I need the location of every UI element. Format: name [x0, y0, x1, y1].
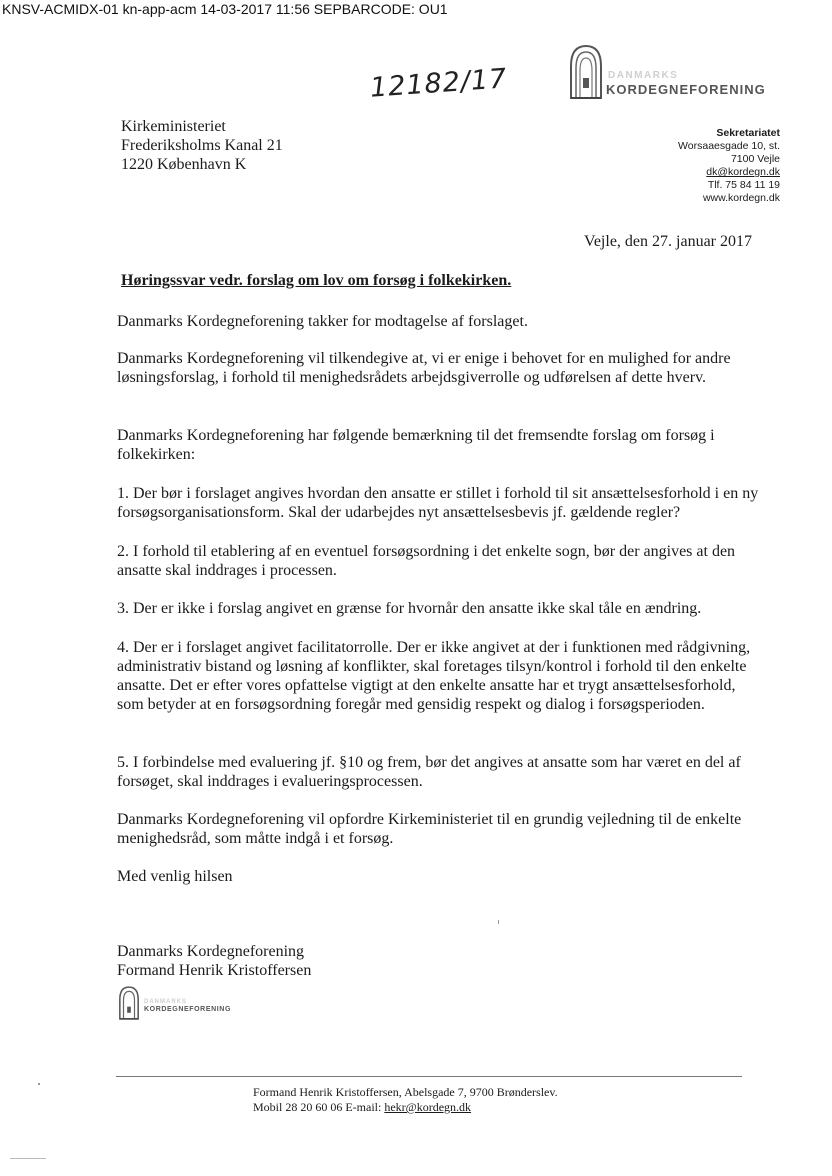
recipient-street: Frederiksholms Kanal 21: [121, 137, 283, 154]
paragraph-point-2: 2. I forhold til etablering af en eventuel forsøgsordning i det enkelte sogn, bør der angives at den ansatte skal inddrages i processen.: [117, 543, 736, 579]
letter-footer: [253, 1085, 558, 1115]
sender-city: 7100 Vejle: [730, 153, 780, 165]
paragraph-point-4: 4. Der er i forslaget angivet facilitatorrolle. Der er ikke angivet at der i funktionen med rådgivning, administrativ bistand og løsning af konflikter, skal foretages tilsyn/kontrol i forhold til den enkelte ansatte. Det er efter vores opfattelse vigtigt at den enkelte ansatte har et trygt ansættelsesforhold, som betyder at en forsøgsordning foregår med gensidig respekt og dialog i forsøgsperioden.: [117, 639, 751, 713]
scan-speck: [10, 1158, 46, 1159]
kordegneforening-logo: [568, 44, 788, 106]
church-arch-logo-icon: [568, 44, 604, 100]
church-arch-small-icon: [118, 985, 140, 1021]
recipient-city: 1220 København K: [121, 156, 247, 173]
letter-date: Vejle, den 27. januar 2017: [584, 233, 752, 250]
signature-chair: Formand Henrik Kristoffersen: [117, 962, 312, 979]
handwritten-reference-number: 12182/17: [369, 63, 509, 104]
recipient-address: [121, 117, 283, 174]
fax-transmission-header: KNSV-ACMIDX-01 kn-app-acm 14-03-2017 11:56 SEPBARCODE: OU1: [2, 1, 448, 17]
paragraph-point-3: 3. Der er ikke i forslag angivet en grænse for hvornår den ansatte ikke skal tåle en ændring.: [117, 600, 702, 617]
logo-text-danmarks: DANMARKS: [608, 70, 679, 81]
signature-logo-text-kordegneforening: KORDEGNEFORENING: [144, 1006, 231, 1013]
sender-phone: Tlf. 75 84 11 19: [707, 179, 780, 191]
sender-address: [678, 127, 780, 205]
letter-subject: Høringssvar vedr. forslag om lov om forsøg i folkekirken.: [121, 272, 512, 289]
sender-street: Worsaaesgade 10, st.: [678, 140, 780, 152]
sender-title: Sekretariatet: [716, 127, 780, 139]
sender-email-link[interactable]: dk@kordegn.dk: [706, 166, 780, 178]
paragraph-point-5: 5. I forbindelse med evaluering jf. §10 og frem, bør det angives at ansatte som har været en del af forsøget, skal inddrages i evalueringsprocessen.: [117, 754, 741, 790]
footer-email-link[interactable]: hekr@kordegn.dk: [384, 1100, 472, 1114]
sender-website-link[interactable]: www.kordegn.dk: [702, 192, 780, 204]
footer-address: Formand Henrik Kristoffersen, Abelsgade 7, 9700 Brønderslev.: [253, 1085, 558, 1099]
paragraph-point-1: 1. Der bør i forslaget angives hvordan den ansatte er stillet i forhold til sit ansættelsesforhold i en ny forsøgsorganisationsform. Skal der udarbejdes nyt ansættelsesbevis jf. gældende regler?: [117, 485, 759, 521]
signature-logo: [118, 985, 258, 1025]
scan-speck: [38, 1083, 40, 1085]
paragraph-recommendation: Danmarks Kordegneforening vil opfordre Kirkeministeriet til en grundig vejledning til de enkelte menighedsråd, som måtte indgå i et forsøg.: [117, 811, 742, 847]
recipient-name: Kirkeministeriet: [121, 118, 226, 135]
footer-phone: Mobil 28 20 60 06: [253, 1100, 343, 1114]
paragraph-thanks: Danmarks Kordegneforening takker for modtagelse af forslaget.: [117, 313, 528, 330]
footer-contact: [253, 1100, 558, 1115]
footer-divider: [116, 1076, 742, 1077]
signature-block: [117, 942, 311, 980]
paragraph-agreement: Danmarks Kordegneforening vil tilkendegive at, vi er enige i behovet for en mulighed for andre løsningsforslag, i forhold til menighedsrådets arbejdsgiverrolle og udførelsen af dette hverv.: [117, 350, 731, 386]
paragraph-remarks-intro: Danmarks Kordegneforening har følgende bemærkning til det fremsendte forslag om forsøg i folkekirken:: [117, 427, 715, 463]
scan-speck: [498, 920, 499, 924]
footer-email-label: E-mail:: [345, 1100, 382, 1114]
logo-text-kordegneforening: KORDEGNEFORENING: [606, 82, 766, 97]
signature-logo-text-danmarks: DANMARKS: [144, 999, 187, 1005]
closing-greeting: Med venlig hilsen: [117, 868, 233, 885]
signature-organisation: Danmarks Kordegneforening: [117, 943, 305, 960]
